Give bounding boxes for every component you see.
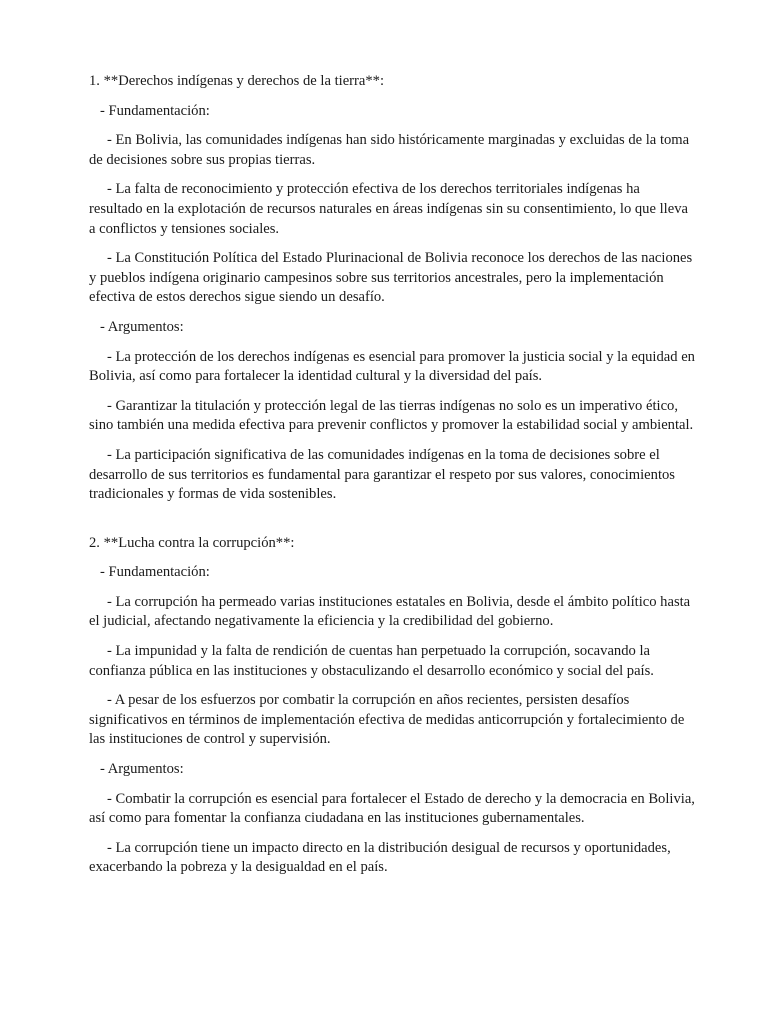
document-page [89,72,695,888]
paragraph: - La participación significativa de las comunidades indígenas en la toma de decisiones sobre el desarrollo de sus territorios es fundamental para garantizar el respeto por sus valores, conocimientos tradicionales y formas de vida sostenibles. [89,446,675,503]
paragraph: - La corrupción tiene un impacto directo en la distribución desigual de recursos y oportunidades, exacerbando la pobreza y la desigualdad en el país. [89,839,671,876]
paragraph: - Combatir la corrupción es esencial para fortalecer el Estado de derecho y la democracia en Bolivia, así como para fomentar la confianza ciudadana en las instituciones gubernamentales. [89,790,695,827]
argumentos-label: - Argumentos: [100,318,184,335]
paragraph: - La falta de reconocimiento y protección efectiva de los derechos territoriales indígenas ha resultado en la explotación de recursos naturales en áreas indígenas sin su consentimiento, lo que lleva a conflictos y tensiones sociales. [89,181,688,237]
paragraph: - A pesar de los esfuerzos por combatir la corrupción en años recientes, persisten desafíos significativos en términos de implementación efectiva de medidas anticorrupción y fortalecimiento de las instituciones de control y supervisión. [89,692,685,748]
section-indigenous-rights [89,72,695,505]
paragraph: - La impunidad y la falta de rendición de cuentas han perpetuado la corrupción, socavando la confianza pública en las instituciones y obstaculizando el desarrollo económico y social del país. [89,643,654,679]
section-heading: 1. **Derechos indígenas y derechos de la tierra**: [89,73,385,89]
paragraph: - La corrupción ha permeado varias instituciones estatales en Bolivia, desde el ámbito político hasta el judicial, afectando negativamente la eficiencia y la credibilidad del gobierno. [89,593,691,630]
paragraph: - Garantizar la titulación y protección legal de las tierras indígenas no solo es un imperativo ético, sino también una medida efectiva para prevenir conflictos y promover la estabilidad social y ambiental. [89,397,694,434]
paragraph: - La protección de los derechos indígenas es esencial para promover la justicia social y la equidad en Bolivia, así como para fortalecer la identidad cultural y la diversidad del país. [89,348,695,385]
argumentos-label: - Argumentos: [100,761,184,778]
section-anti-corruption [89,534,695,878]
section-heading: 2. **Lucha contra la corrupción**: [89,534,295,551]
fundamentacion-label: - Fundamentación: [100,102,210,119]
fundamentacion-label: - Fundamentación: [100,564,210,581]
paragraph: - En Bolivia, las comunidades indígenas han sido históricamente marginadas y excluidas de la toma de decisiones sobre sus propias tierras. [89,132,690,168]
paragraph: - La Constitución Política del Estado Plurinacional de Bolivia reconoce los derechos de las naciones y pueblos indígena originario campesinos sobre sus territorios ancestrales, pero la implementación efectiva de estos derechos sigue siendo un desafío. [89,250,693,306]
